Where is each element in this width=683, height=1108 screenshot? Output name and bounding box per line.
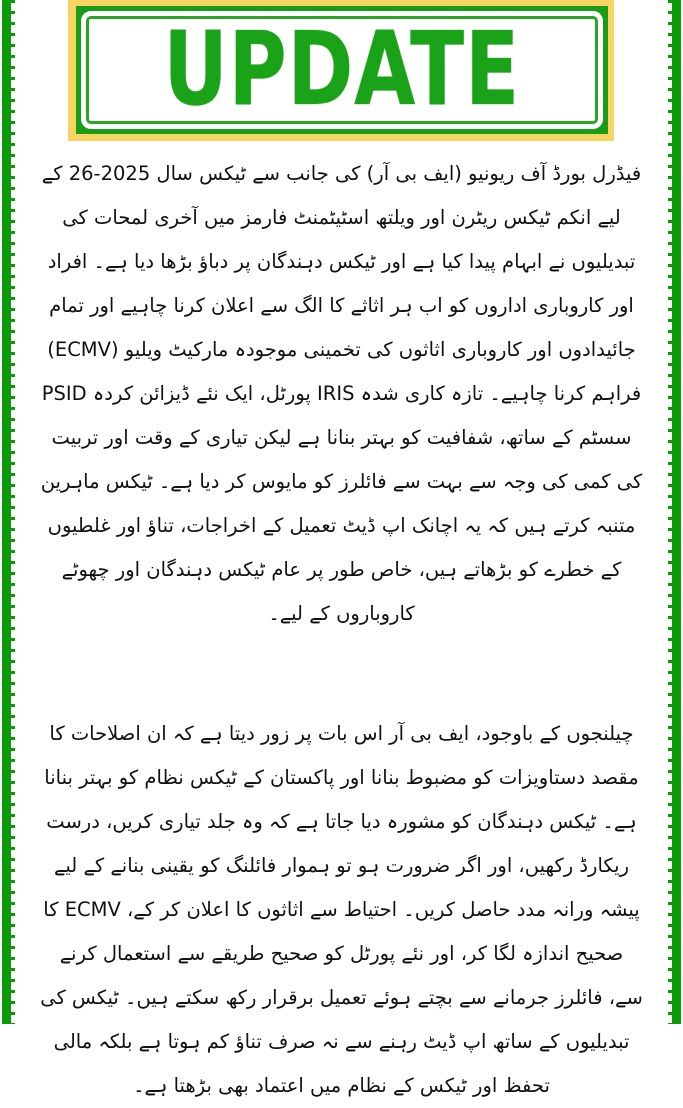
left-decorative-border: [2, 0, 11, 1024]
article-paragraph-1: فیڈرل بورڈ آف ریونیو (ایف بی آر) کی جانب سے ٹیکس سال 2025-26 کے لیے انکم ٹیکس ریٹرن اور ویلتھ اسٹیٹمنٹ فارمز میں آخری لمحات کی تبدیلیوں نے ابہام پیدا کیا ہے اور ٹیکس دہندگان پر دباؤ بڑھا دیا ہے۔ افراد اور کاروباری اداروں کو اب ہر اثاثے کا الگ سے اعلان کرنا چاہیے اور تمام جائیدادوں اور کاروباری اثاثوں کی تخمینی موجودہ مارکیٹ ویلیو (ECMV) فراہم کرنا چاہیے۔ تازہ کاری شدہ IRIS پورٹل، ایک نئے ڈیزائن کردہ PSID سسٹم کے ساتھ، شفافیت کو بہتر بنانا ہے لیکن تیاری کے وقت اور تربیت کی کمی کی وجہ سے بہت سے فائلرز کو مایوس کر دیا ہے۔ ٹیکس ماہرین متنبہ کرتے ہیں کہ یہ اچانک اپ ڈیٹ تعمیل کے اخراجات، تناؤ اور غلطیوں کے خطرے کو بڑھاتے ہیں، خاص طور پر عام ٹیکس دہندگان اور چھوٹے کاروباروں کے لیے۔: [40, 162, 643, 625]
article-paragraph-2: چیلنجوں کے باوجود، ایف بی آر اس بات پر زور دیتا ہے کہ ان اصلاحات کا مقصد دستاویزات کو مضبوط بنانا اور پاکستان کے ٹیکس نظام کو بہتر بنانا ہے۔ ٹیکس دہندگان کو مشورہ دیا جاتا ہے کہ وہ جلد تیاری کریں، درست ریکارڈ رکھیں، اور اگر ضرورت ہو تو ہموار فائلنگ کو یقینی بنانے کے لیے پیشہ ورانہ مدد حاصل کریں۔ احتیاط سے اثاثوں کا اعلان کر کے، ECMV کا صحیح اندازہ لگا کر، اور نئے پورٹل کو صحیح طریقے سے استعمال کرنے سے، فائلرز جرمانے سے بچتے ہوئے تعمیل برقرار رکھ سکتے ہیں۔ ٹیکس کی تبدیلیوں کے ساتھ اپ ڈیٹ رہنے سے نہ صرف تناؤ کم ہوتا ہے بلکہ مالی تحفظ اور ٹیکس کے نظام میں اعتماد بھی بڑھتا ہے۔: [40, 722, 643, 1097]
grunge-stamp-icon: [76, 6, 608, 134]
article-body: [40, 152, 643, 1108]
banner-frame: [81, 11, 603, 129]
banner-title: UPDATE: [163, 11, 521, 130]
paragraph-spacer: [40, 636, 643, 712]
right-decorative-border: [672, 0, 681, 1024]
update-banner: [68, 0, 614, 141]
